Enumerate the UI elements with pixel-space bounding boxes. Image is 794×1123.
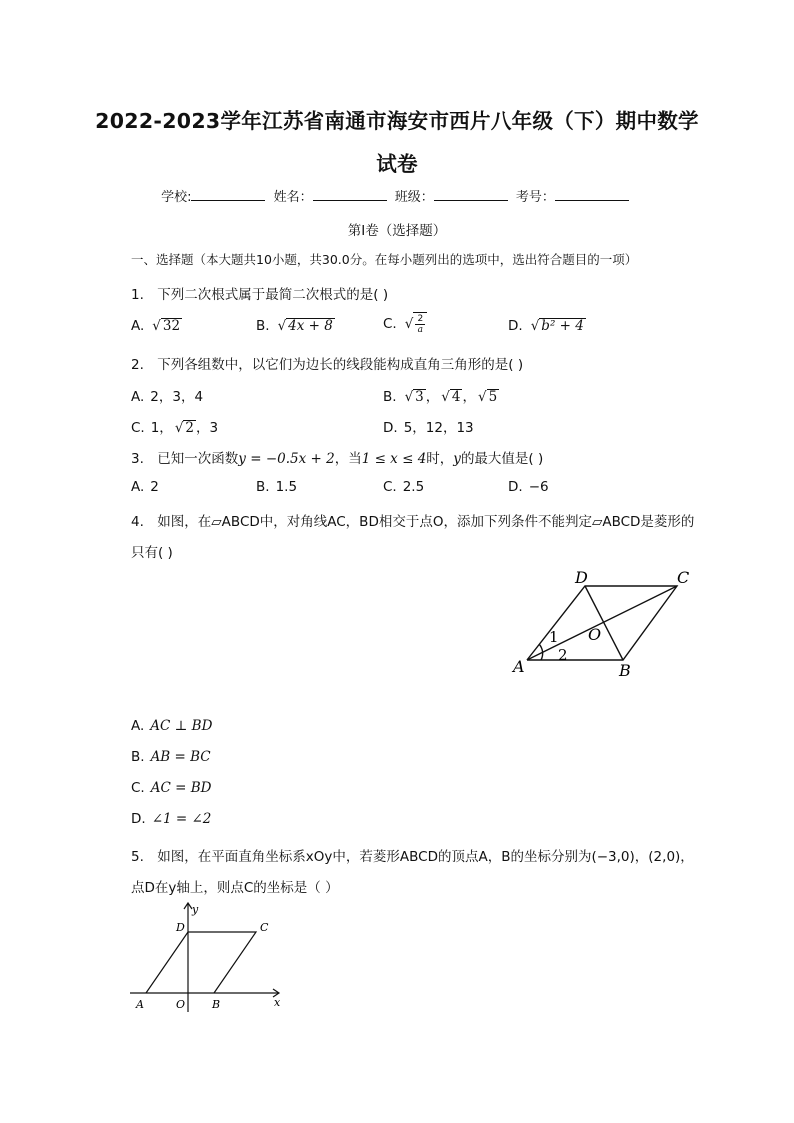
question-number: 2.: [131, 357, 144, 373]
option-label: C.: [131, 420, 145, 436]
fraction-denominator: a: [417, 325, 424, 335]
label-a: A: [136, 998, 144, 1011]
class-blank[interactable]: [434, 188, 508, 201]
separator: ，: [462, 389, 476, 405]
option-label: D.: [508, 318, 523, 334]
q4-option-b[interactable]: [131, 749, 211, 765]
option-label: B.: [256, 479, 270, 495]
option-text: 1，: [150, 420, 173, 436]
radicand: 2: [185, 420, 195, 436]
option-text: 2.5: [402, 479, 425, 495]
school-label: 学校:: [161, 190, 192, 205]
question-5-continued: [131, 876, 339, 896]
radical-sign: √: [277, 318, 287, 334]
option-label: A.: [131, 718, 145, 734]
school-blank[interactable]: [191, 188, 265, 201]
option-text: AB = BC: [150, 749, 211, 765]
label-b: B: [619, 661, 631, 680]
radical-sign: √: [404, 316, 414, 332]
question-text: 如图，在▱ABCD中，对角线AC，BD相交于点O，添加下列条件不能判定▱ABCD是菱形的: [157, 514, 695, 530]
question-1: [131, 283, 388, 303]
option-label: C.: [131, 780, 145, 796]
question-text: 点D在y轴上，则点C的坐标是（ ）: [131, 880, 339, 896]
option-label: B.: [256, 318, 270, 334]
question-text: 的最大值是( ): [460, 451, 544, 467]
question-5: [131, 845, 694, 865]
angle-2-label: 2: [558, 646, 568, 664]
option-label: C.: [383, 316, 397, 332]
exam-title-line2: 试卷: [376, 152, 418, 176]
label-b: B: [212, 998, 221, 1011]
radicand: 32: [162, 318, 181, 334]
exam-title-line1: 2022-2023学年江苏省南通市海安市西片八年级（下）期中数学: [95, 109, 699, 133]
label-x: x: [274, 996, 281, 1009]
student-info-row: [0, 186, 794, 205]
variable-y: y: [453, 451, 461, 467]
question-text: 时，: [426, 451, 454, 467]
option-label: D.: [131, 811, 146, 827]
q1-option-c[interactable]: [383, 312, 427, 336]
option-text: 5，12，13: [403, 420, 474, 436]
q4-option-a[interactable]: [131, 718, 212, 734]
diagonal-ac: [527, 586, 677, 660]
label-o: O: [588, 625, 602, 644]
option-text: 2，3，4: [150, 389, 204, 405]
radicand: 4x + 8: [288, 318, 333, 334]
question-4: [131, 510, 694, 530]
option-text: AC = BD: [150, 780, 212, 796]
question-text: 下列二次根式属于最简二次根式的是( ): [157, 287, 389, 303]
question-text: 如图，在平面直角坐标系xOy中，若菱形ABCD的顶点A，B的坐标分别为(−3,0)，(2,0)，: [157, 849, 694, 865]
fraction-numerator: 2: [417, 314, 424, 324]
question-3: [131, 447, 543, 467]
question-number: 5.: [131, 849, 144, 865]
radicand: 3: [415, 389, 424, 405]
option-label: A.: [131, 389, 145, 405]
separator: ，: [425, 389, 440, 405]
radical-sign: √: [477, 389, 487, 405]
label-c: C: [260, 921, 269, 934]
option-label: A.: [131, 479, 145, 495]
radical-sign: √: [441, 389, 450, 405]
section-heading: 一、选择题（本大题共10小题，共30.0分。在每小题列出的选项中，选出符合题目的一项）: [131, 252, 638, 267]
question-number: 4.: [131, 514, 144, 530]
angle-1-label: 1: [549, 628, 559, 646]
coordinate-figure: [128, 900, 288, 1015]
label-a: A: [513, 657, 525, 676]
q3-option-a[interactable]: [131, 479, 159, 495]
q2-option-d[interactable]: [383, 416, 474, 436]
label-o: O: [176, 998, 186, 1011]
option-label: D.: [383, 420, 398, 436]
name-label: 姓名：: [273, 190, 313, 205]
option-text: 1.5: [275, 479, 298, 495]
option-label: B.: [383, 389, 397, 405]
option-text: −6: [528, 479, 549, 495]
label-y: y: [192, 903, 199, 916]
radical-sign: √: [404, 389, 414, 405]
q2-option-b[interactable]: [383, 385, 499, 405]
exam-no-label: 考号：: [515, 190, 555, 205]
question-number: 3.: [131, 451, 144, 467]
option-text: 2: [150, 479, 159, 495]
label-d: D: [176, 921, 185, 934]
question-text: ，当: [334, 451, 362, 467]
question-text: 只有( ): [131, 545, 173, 561]
q4-option-c[interactable]: [131, 780, 211, 796]
question-4-continued: [131, 541, 173, 561]
radicand-fraction: [413, 312, 427, 336]
option-label: B.: [131, 749, 145, 765]
question-text: 下列各组数中，以它们为边长的线段能构成直角三角形的是( ): [157, 357, 524, 373]
q3-option-b[interactable]: [256, 479, 297, 495]
function-expression: y = −0.5x + 2: [238, 451, 335, 467]
q1-option-a[interactable]: [131, 318, 182, 334]
radical-sign: √: [530, 318, 540, 334]
option-text: ∠1 = ∠2: [151, 811, 212, 827]
option-label: C.: [383, 479, 397, 495]
radicand: b² + 4: [541, 318, 584, 334]
q2-option-c[interactable]: [131, 416, 218, 436]
radicand: 5: [488, 389, 498, 405]
volume-heading: 第I卷（选择题）: [347, 223, 447, 239]
q1-option-d[interactable]: [508, 318, 586, 334]
q2-option-a[interactable]: [131, 385, 203, 405]
angle-arc: [539, 644, 543, 660]
option-label: D.: [508, 479, 523, 495]
label-c: C: [677, 568, 690, 587]
q1-option-b[interactable]: [256, 318, 335, 334]
question-2: [131, 353, 523, 373]
q3-option-d[interactable]: [508, 479, 549, 495]
name-blank[interactable]: [313, 188, 387, 201]
radical-sign: √: [174, 420, 184, 436]
q4-option-d[interactable]: [131, 811, 211, 827]
rhombus-figure: [505, 566, 705, 681]
class-label: 班级：: [394, 190, 434, 205]
radicand: 4: [451, 389, 461, 405]
radical-sign: √: [152, 318, 161, 334]
option-text: ，3: [196, 420, 219, 436]
rhombus-outline: [146, 932, 256, 993]
option-label: A.: [131, 318, 145, 334]
question-text: 已知一次函数: [157, 451, 239, 467]
label-d: D: [575, 568, 588, 587]
diagonal-bd: [585, 586, 623, 660]
q3-option-c[interactable]: [383, 479, 424, 495]
question-number: 1.: [131, 287, 144, 303]
exam-no-blank[interactable]: [555, 188, 629, 201]
range-expression: 1 ≤ x ≤ 4: [361, 451, 427, 467]
option-text: AC ⊥ BD: [150, 718, 213, 734]
